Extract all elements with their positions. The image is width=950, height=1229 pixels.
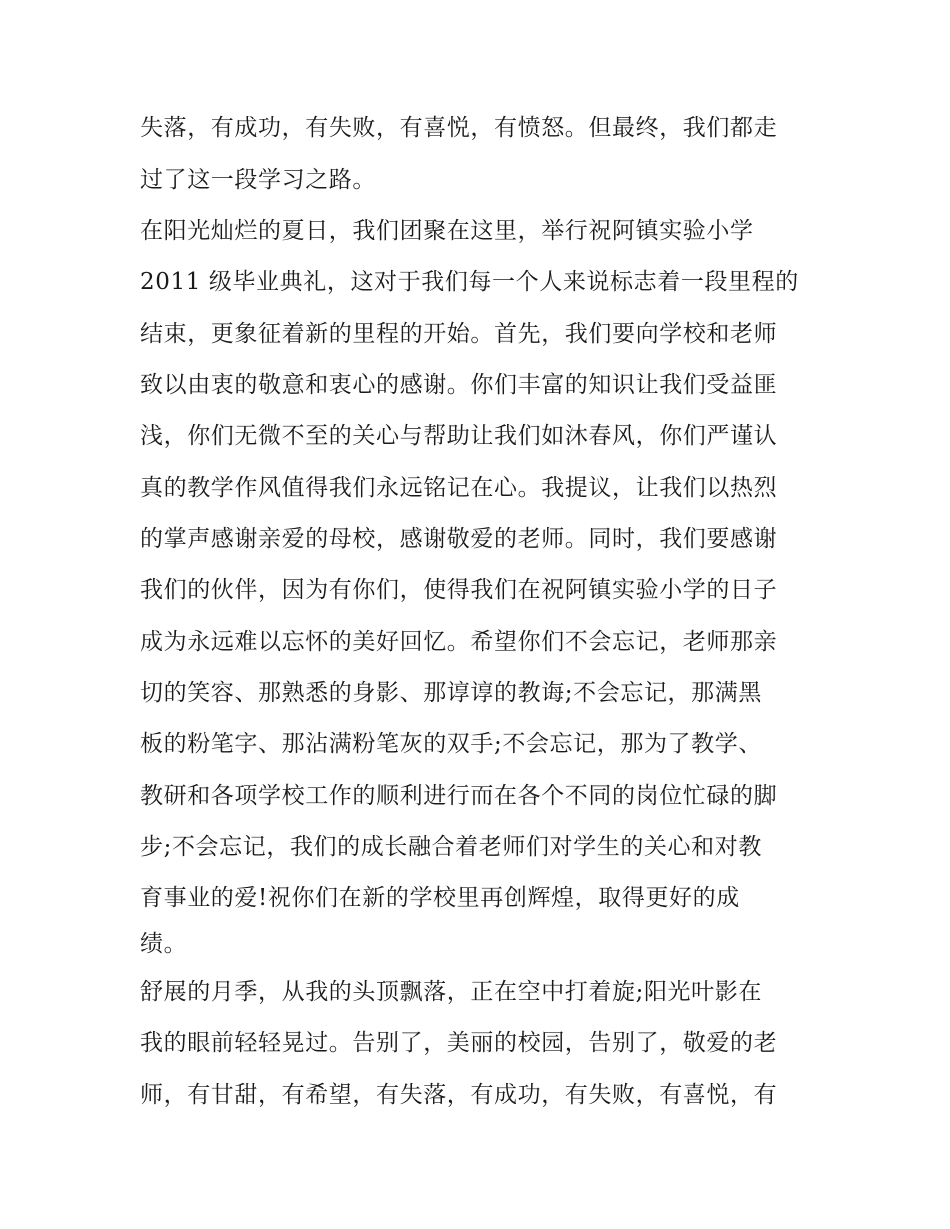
text-line: 绩。 xyxy=(140,931,188,957)
text-line: 的掌声感谢亲爱的母校，感谢敬爱的老师。同时，我们要感谢 xyxy=(140,526,778,552)
text-line: 切的笑容、那熟悉的身影、那谆谆的教诲;不会忘记，那满黑 xyxy=(140,680,762,706)
text-line: 教研和各项学校工作的顺利进行而在各个不同的岗位忙碌的脚 xyxy=(140,783,778,809)
text-line: 我们的伙伴，因为有你们，使得我们在祝阿镇实验小学的日子 xyxy=(140,577,778,603)
text-line: 板的粉笔字、那沾满粉笔灰的双手;不会忘记，那为了教学、 xyxy=(140,731,762,757)
text-line: 育事业的爱!祝你们在新的学校里再创辉煌，取得更好的成 xyxy=(140,885,740,911)
text-line: 过了这一段学习之路。 xyxy=(140,167,376,193)
text-line: 结束，更象征着新的里程的开始。首先，我们要向学校和老师 xyxy=(140,321,778,347)
text-line: 在阳光灿烂的夏日，我们团聚在这里，举行祝阿镇实验小学 xyxy=(140,218,754,244)
text-line: 师，有甘甜，有希望，有失落，有成功，有失败，有喜悦，有 xyxy=(140,1082,778,1108)
text-line: 2011 级毕业典礼，这对于我们每一个人来说标志着一段里程的 xyxy=(140,269,799,295)
text-line: 失落，有成功，有失败，有喜悦，有愤怒。但最终，我们都走 xyxy=(140,115,778,141)
text-line: 真的教学作风值得我们永远铭记在心。我提议，让我们以热烈 xyxy=(140,475,778,501)
text-line: 我的眼前轻轻晃过。告别了，美丽的校园，告别了，敬爱的老 xyxy=(140,1030,778,1056)
text-line: 舒展的月季，从我的头顶飘落，正在空中打着旋;阳光叶影在 xyxy=(140,979,762,1005)
text-line: 成为永远难以忘怀的美好回忆。希望你们不会忘记，老师那亲 xyxy=(140,629,778,655)
text-line: 步;不会忘记，我们的成长融合着老师们对学生的关心和对教 xyxy=(140,834,762,860)
text-line: 浅，你们无微不至的关心与帮助让我们如沐春风，你们严谨认 xyxy=(140,423,778,449)
text-line: 致以由衷的敬意和衷心的感谢。你们丰富的知识让我们受益匪 xyxy=(140,372,778,398)
